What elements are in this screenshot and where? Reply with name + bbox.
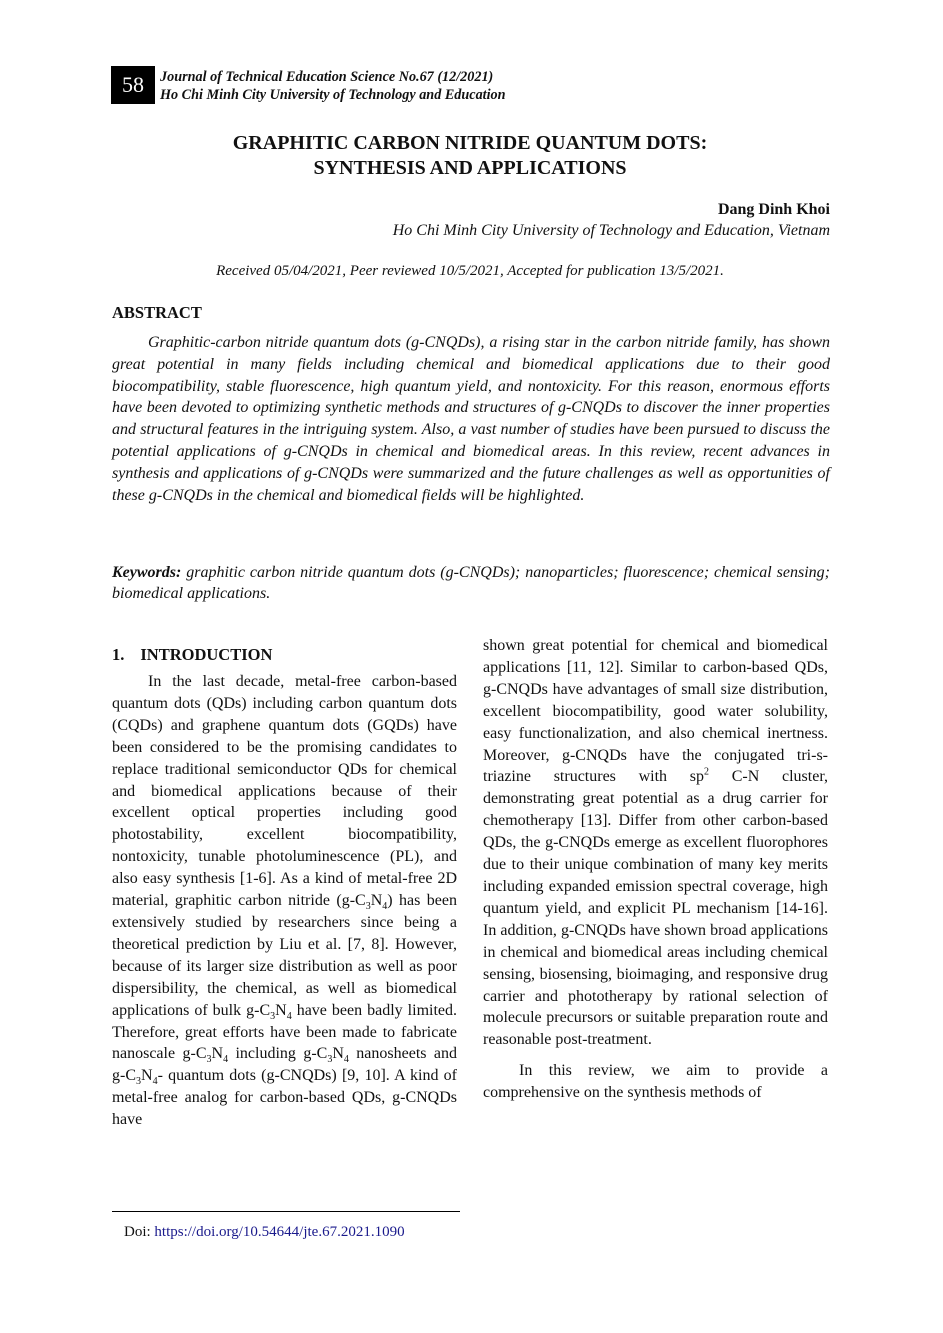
doi-link[interactable]: https://doi.org/10.54644/jte.67.2021.1090 [154,1224,405,1240]
publication-dates: Received 05/04/2021, Peer reviewed 10/5/2021, Accepted for publication 13/5/2021. [216,263,724,279]
journal-name: Journal of Technical Education Science No.67 (12/2021) [160,69,494,85]
section-number: 1. [112,645,125,664]
intro-paragraph-1-continued: shown great potential for chemical and biomedical applications [11, 12]. Similar to carbon-based QDs, g-CNQDs have advantages of small size distribution, excellent biocompatibility, good water solubility, easy functionalization, and also chemical inertness. Moreover, g-CNQDs have the conjugated tri-s-triazine structures with $sp^2$ C-N cluster, demonstrating great potential as a drug carrier for chemotherapy [13]. Differ from other carbon-based QDs, the g-CNQDs emerge as excellent fluorophores due to their unique combination of many key merits including expanded emission spectral coverage, high quantum yield, and explicit PL mechanism [14-16]. In addition, g-CNQDs have shown broad applications in chemical and biomedical areas including chemical sensing, biosensing, bioimaging, and responsive drug carrier and phototherapy by rational selection of molecule precursors or suitable preparation route and reasonable post-treatment. [483,637,828,1049]
page-number-badge [111,66,155,104]
section-title: INTRODUCTION [140,645,273,664]
author-affiliation: Ho Chi Minh City University of Technology and Education, Vietnam [392,222,830,239]
title-line-2: SYNTHESIS AND APPLICATIONS [313,157,627,179]
title-line-1: GRAPHITIC CARBON NITRIDE QUANTUM DOTS: [232,132,708,154]
intro-paragraph-2: In this review, we aim to provide a comprehensive on the synthesis methods of [483,1062,828,1102]
author-name: Dang Dinh Khoi [717,201,830,218]
keywords-text: graphitic carbon nitride quantum dots (g-CNQDs); nanoparticles; fluorescence; chemical sensing; biomedical applications. [112,564,830,602]
doi-footer [124,1224,405,1241]
journal-header [160,68,506,104]
keywords [112,562,830,604]
footnote-divider [112,1211,460,1212]
section-heading-introduction [112,645,457,665]
page-number: 58 [122,72,144,97]
column-right [483,635,828,1104]
column-left [112,645,457,1131]
doi-label: Doi: [124,1224,155,1240]
article-title [100,131,840,181]
intro-paragraph-1: In the last decade, metal-free carbon-based quantum dots (QDs) including carbon quantum dots (CQDs) and graphene quantum dots (GQDs) have been considered to be the promising candidates to replace traditional semiconductor QDs for chemical and biomedical applications because of their excellent optical properties including good photostability, excellent biocompatibility, nontoxicity, tunable photoluminescence (PL), and also easy synthesis [1-6]. As a kind of metal-free 2D material, graphitic carbon nitride $(g-C_3N_4)$ has been extensively studied by researchers since being a theoretical prediction by Liu et al. [7, 8]. However, because of its larger size distribution as well as poor dispersibility, the chemical, as well as biomedical applications of bulk $g-C_3N_4$ have been badly limited. Therefore, great efforts have been made to fabricate nanoscale $g-C_3N_4$ including $g-C_3N_4$ nanosheets and $g-C_3N_4-$ quantum dots (g-CNQDs) [9, 10]. A kind of metal-free analog for carbon-based QDs, g-CNQDs have [112,673,458,1129]
keywords-label: Keywords: [112,564,182,581]
journal-publisher: Ho Chi Minh City University of Technology and Education [160,87,506,103]
abstract-heading: ABSTRACT [112,303,202,322]
abstract-text: Graphitic-carbon nitride quantum dots (g-CNQDs), a rising star in the carbon nitride family, has shown great potential in many fields including chemical and biomedical applications due to their good biocompatibility, stable fluorescence, high quantum yield, and nontoxicity. For this reason, enormous efforts have been devoted to optimizing synthetic methods and structures of g-CNQDs to discover the inner properties and structural features in the intriguing system. Also, a vast number of studies have been pursued to discuss the potential applications of g-CNQDs in chemical and biomedical areas. In this review, recent advances in synthesis and applications of g-CNQDs were summarized and the future challenges as well as opportunities of these g-CNQDs in the chemical and biomedical fields will be highlighted. [112,334,830,504]
